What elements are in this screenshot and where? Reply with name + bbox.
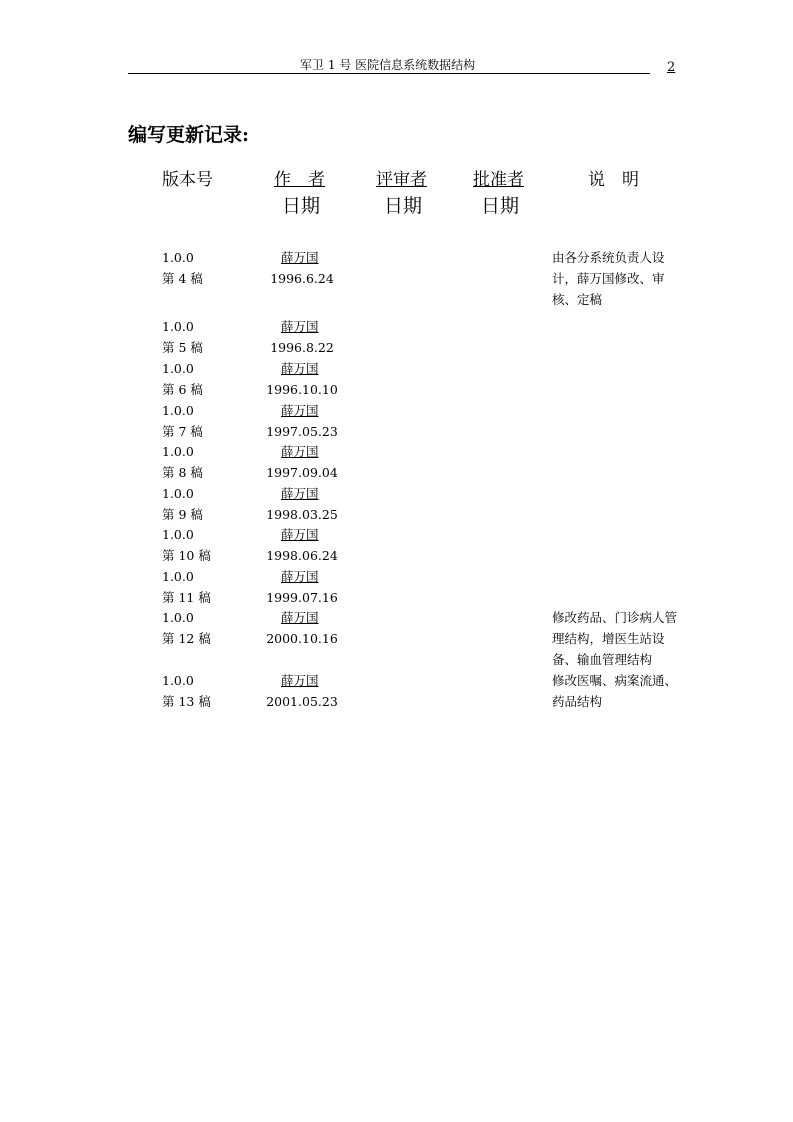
record-version: 1.0.0	[162, 403, 194, 418]
record-version: 1.0.0	[162, 319, 194, 334]
record-author: 薛万国	[281, 319, 319, 334]
record-author: 薛万国	[281, 250, 319, 265]
page-header-title: 军卫 1 号 医院信息系统数据结构	[300, 58, 476, 72]
column-header-author	[274, 168, 325, 218]
record-version: 1.0.0	[162, 610, 194, 625]
record-draft: 第 11 稿	[162, 590, 211, 605]
record-date: 1997.05.23	[266, 424, 338, 439]
record-note: 由各分系统负责人设计，薛万国修改、审核、定稿	[552, 250, 665, 307]
record-date: 1999.07.16	[266, 590, 338, 605]
record-date: 1998.06.24	[266, 548, 338, 563]
record-date: 1996.6.24	[270, 271, 334, 286]
record-author: 薛万国	[281, 486, 319, 501]
record-version: 1.0.0	[162, 250, 194, 265]
record-draft: 第 4 稿	[162, 271, 203, 286]
column-header-author-label: 作 者	[274, 170, 325, 190]
column-header-note-label: 说 明	[588, 170, 639, 190]
section-title: 编写更新记录:	[128, 124, 250, 146]
column-header-approver	[473, 168, 524, 218]
column-header-author-date: 日期	[282, 195, 321, 217]
record-date: 2001.05.23	[266, 694, 338, 709]
record-author: 薛万国	[281, 610, 319, 625]
column-header-note	[588, 168, 639, 192]
record-version: 1.0.0	[162, 361, 194, 376]
record-date: 1998.03.25	[266, 507, 338, 522]
record-note: 修改医嘱、病案流通、药品结构	[552, 673, 678, 709]
record-author: 薛万国	[281, 403, 319, 418]
record-draft: 第 6 稿	[162, 382, 203, 397]
header-divider	[128, 73, 650, 74]
column-header-approver-date: 日期	[481, 195, 520, 217]
column-header-reviewer	[376, 168, 427, 218]
record-date: 2000.10.16	[266, 631, 338, 646]
record-author: 薛万国	[281, 444, 319, 459]
record-draft: 第 12 稿	[162, 631, 211, 646]
column-header-version	[162, 168, 213, 192]
record-version: 1.0.0	[162, 527, 194, 542]
record-date: 1996.10.10	[266, 382, 338, 397]
record-version: 1.0.0	[162, 673, 194, 688]
record-draft: 第 9 稿	[162, 507, 203, 522]
column-header-approver-label: 批准者	[473, 170, 524, 190]
record-author: 薛万国	[281, 527, 319, 542]
record-draft: 第 5 稿	[162, 340, 203, 355]
record-draft: 第 7 稿	[162, 424, 203, 439]
record-version: 1.0.0	[162, 444, 194, 459]
column-header-reviewer-date: 日期	[384, 195, 423, 217]
record-version: 1.0.0	[162, 486, 194, 501]
record-date: 1997.09.04	[266, 465, 338, 480]
column-header-version-label: 版本号	[162, 170, 213, 190]
record-draft: 第 8 稿	[162, 465, 203, 480]
record-draft: 第 10 稿	[162, 548, 211, 563]
page-number: 2	[667, 60, 676, 75]
record-author: 薛万国	[281, 569, 319, 584]
record-date: 1996.8.22	[270, 340, 334, 355]
record-version: 1.0.0	[162, 569, 194, 584]
record-author: 薛万国	[281, 673, 319, 688]
record-author: 薛万国	[281, 361, 319, 376]
record-note: 修改药品、门诊病人管理结构，增医生站设备、输血管理结构	[552, 610, 678, 667]
column-header-reviewer-label: 评审者	[376, 170, 427, 190]
record-draft: 第 13 稿	[162, 694, 211, 709]
